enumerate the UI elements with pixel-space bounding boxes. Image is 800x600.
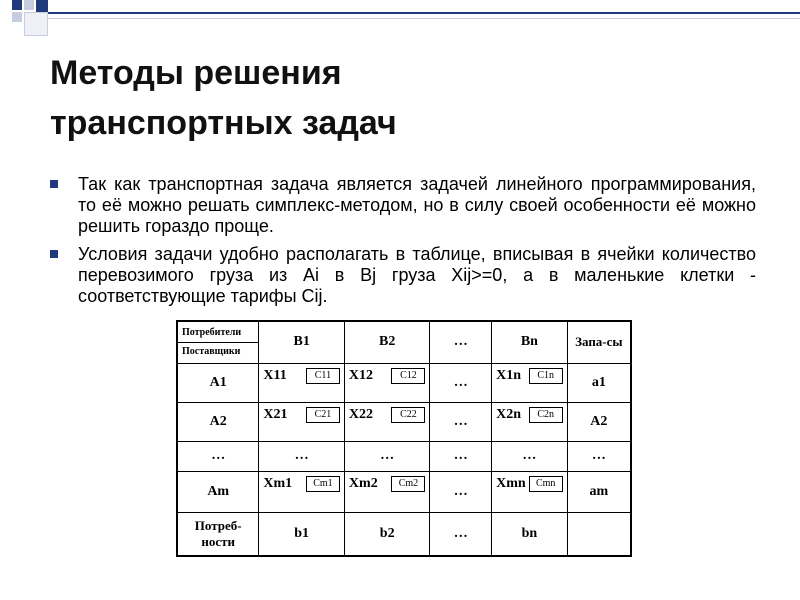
table-cell: … xyxy=(430,402,492,441)
decorative-squares xyxy=(0,0,800,40)
x-value: Xm1 xyxy=(263,475,293,491)
consumers-label: Потребители xyxy=(178,324,258,343)
bullet-list xyxy=(50,174,756,314)
deco-square xyxy=(12,0,22,10)
table-row xyxy=(177,441,631,471)
demand-cell: b2 xyxy=(344,512,430,556)
bullet-item xyxy=(50,174,756,237)
deco-line xyxy=(48,18,800,19)
tariff-box: C22 xyxy=(391,407,425,423)
row-label: A1 xyxy=(177,363,259,402)
suppliers-label: Поставщики xyxy=(182,345,241,357)
table-cell xyxy=(344,471,430,512)
x-value: Xm2 xyxy=(348,475,378,491)
x-value: X11 xyxy=(263,367,287,383)
x-value: X21 xyxy=(263,406,288,422)
title-line-2: транспортных задач xyxy=(50,104,397,142)
deco-square xyxy=(36,0,48,12)
header-cell: B1 xyxy=(259,321,345,363)
table-cell xyxy=(492,402,568,441)
x-value: X22 xyxy=(348,406,374,422)
demand-row xyxy=(177,512,631,556)
header-cell: B2 xyxy=(344,321,430,363)
demand-label: Потреб-ности xyxy=(177,512,259,556)
tariff-box: C2n xyxy=(529,407,563,423)
table-cell: … xyxy=(430,441,492,471)
tariff-box: C21 xyxy=(306,407,340,423)
table-cell: … xyxy=(492,441,568,471)
corner-cell xyxy=(177,321,259,363)
table-row xyxy=(177,471,631,512)
table-row xyxy=(177,363,631,402)
tariff-box: C11 xyxy=(306,368,340,384)
slide-title xyxy=(50,48,750,148)
stock-cell: am xyxy=(567,471,631,512)
header-cell: Bn xyxy=(492,321,568,363)
tariff-box: Cmn xyxy=(529,476,563,492)
table-cell xyxy=(492,471,568,512)
stock-cell: … xyxy=(567,441,631,471)
bullet-text: Условия задачи удобно располагать в таблице, вписывая в ячейки количество перевозимого груза из Ai в Bj груза Xij>=0, а в маленькие клетки - соответствующие тарифы Cij. xyxy=(78,244,756,306)
table-cell: … xyxy=(259,441,345,471)
table-cell xyxy=(259,402,345,441)
header-cell: … xyxy=(430,321,492,363)
table-row xyxy=(177,402,631,441)
table-cell xyxy=(259,471,345,512)
stock-header: Запа-сы xyxy=(567,321,631,363)
table-header-row xyxy=(177,321,631,363)
table-cell xyxy=(259,363,345,402)
demand-cell: bn xyxy=(492,512,568,556)
row-label: Am xyxy=(177,471,259,512)
demand-stock-cell xyxy=(567,512,631,556)
tariff-box: C12 xyxy=(391,368,425,384)
demand-cell: b1 xyxy=(259,512,345,556)
row-label: … xyxy=(177,441,259,471)
x-value: X2n xyxy=(496,406,522,422)
row-label: A2 xyxy=(177,402,259,441)
table-cell xyxy=(344,402,430,441)
deco-square xyxy=(24,0,34,10)
table-cell: … xyxy=(344,441,430,471)
x-value: Xmn xyxy=(496,475,526,491)
table-cell: … xyxy=(430,363,492,402)
x-value: X1n xyxy=(496,367,522,383)
stock-cell: a1 xyxy=(567,363,631,402)
bullet-text: Так как транспортная задача является задачей линейного программирования, то её можно решать симплекс-методом, но в силу своей особенности её можно решить гораздо проще. xyxy=(78,174,756,236)
deco-square xyxy=(12,12,22,22)
deco-square xyxy=(24,12,48,36)
tariff-box: C1n xyxy=(529,368,563,384)
table-cell xyxy=(344,363,430,402)
bullet-square-icon xyxy=(50,250,58,258)
demand-cell: … xyxy=(430,512,492,556)
title-line-1: Методы решения xyxy=(50,54,342,92)
stock-cell: A2 xyxy=(567,402,631,441)
bullet-item xyxy=(50,244,756,307)
tariff-box: Cm2 xyxy=(391,476,425,492)
tariff-box: Cm1 xyxy=(306,476,340,492)
table-cell xyxy=(492,363,568,402)
transport-table xyxy=(176,320,632,557)
x-value: X12 xyxy=(348,367,374,383)
table-cell: … xyxy=(430,471,492,512)
deco-line xyxy=(48,12,800,14)
bullet-square-icon xyxy=(50,180,58,188)
